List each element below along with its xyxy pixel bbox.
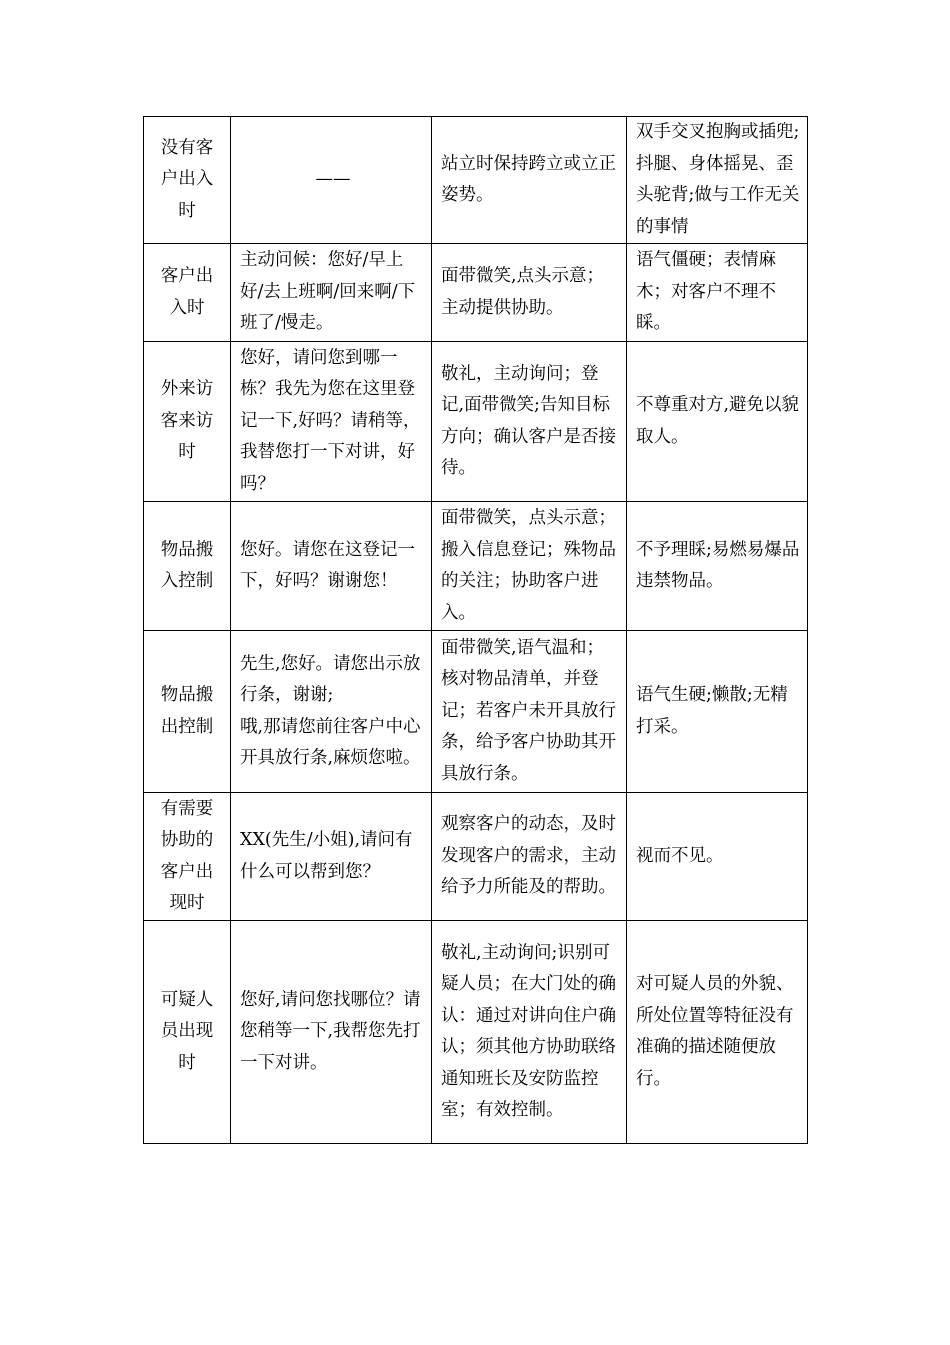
situation-cell: 外来访客来访时 <box>144 342 231 502</box>
situation-cell: 客户出入时 <box>144 244 231 342</box>
phrase-cell: XX(先生/小姐),请问有什么可以帮到您？ <box>231 793 432 921</box>
phrase-cell: 您好,请问您找哪位？请您稍等一下,我帮您先打一下对讲。 <box>231 921 432 1144</box>
behavior-cell: 观察客户的动态，及时发现客户的需求，主动给予力所能及的帮助。 <box>432 793 627 921</box>
table-row <box>144 244 808 342</box>
phrase-cell: —— <box>231 117 432 244</box>
prohibited-cell: 对可疑人员的外貌、所处位置等特征没有准确的描述随便放行。 <box>627 921 808 1144</box>
prohibited-cell: 不尊重对方,避免以貌取人。 <box>627 342 808 502</box>
table-row <box>144 793 808 921</box>
prohibited-cell: 语气生硬;懒散;无精打采。 <box>627 631 808 793</box>
behavior-cell: 站立时保持跨立或立正姿势。 <box>432 117 627 244</box>
prohibited-cell: 视而不见。 <box>627 793 808 921</box>
behavior-cell: 面带微笑，点头示意；搬入信息登记；殊物品的关注；协助客户进入。 <box>432 502 627 631</box>
behavior-cell: 面带微笑,语气温和；核对物品清单，并登记；若客户未开具放行条，给予客户协助其开具放行条。 <box>432 631 627 793</box>
prohibited-cell: 语气僵硬；表情麻木；对客户不理不睬。 <box>627 244 808 342</box>
behavior-cell: 面带微笑,点头示意；主动提供协助。 <box>432 244 627 342</box>
phrase-cell: 先生,您好。请您出示放行条，谢谢; 哦,那请您前往客户中心开具放行条,麻烦您啦。 <box>231 631 432 793</box>
phrase-cell: 主动问候：您好/早上好/去上班啊/回来啊/下班了/慢走。 <box>231 244 432 342</box>
phrase-cell: 您好，请问您到哪一栋？我先为您在这里登记一下,好吗？请稍等，我替您打一下对讲，好吗？ <box>231 342 432 502</box>
service-standards-table <box>143 116 808 1144</box>
behavior-cell: 敬礼,主动询问;识别可疑人员；在大门处的确认：通过对讲向住户确认；须其他方协助联络通知班长及安防监控室；有效控制。 <box>432 921 627 1144</box>
table-row <box>144 502 808 631</box>
prohibited-cell: 不予理睬;易燃易爆品违禁物品。 <box>627 502 808 631</box>
situation-cell: 可疑人员出现时 <box>144 921 231 1144</box>
situation-cell: 物品搬出控制 <box>144 631 231 793</box>
situation-cell: 物品搬入控制 <box>144 502 231 631</box>
prohibited-cell: 双手交叉抱胸或插兜;抖腿、身体摇晃、歪头驼背;做与工作无关的事情 <box>627 117 808 244</box>
table-row <box>144 631 808 793</box>
situation-cell: 有需要协助的客户出现时 <box>144 793 231 921</box>
behavior-cell: 敬礼，主动询问；登记,面带微笑;告知目标方向；确认客户是否接待。 <box>432 342 627 502</box>
phrase-cell: 您好。请您在这登记一下，好吗？谢谢您！ <box>231 502 432 631</box>
table-row <box>144 342 808 502</box>
table-row <box>144 921 808 1144</box>
table-row <box>144 117 808 244</box>
situation-cell: 没有客户出入时 <box>144 117 231 244</box>
